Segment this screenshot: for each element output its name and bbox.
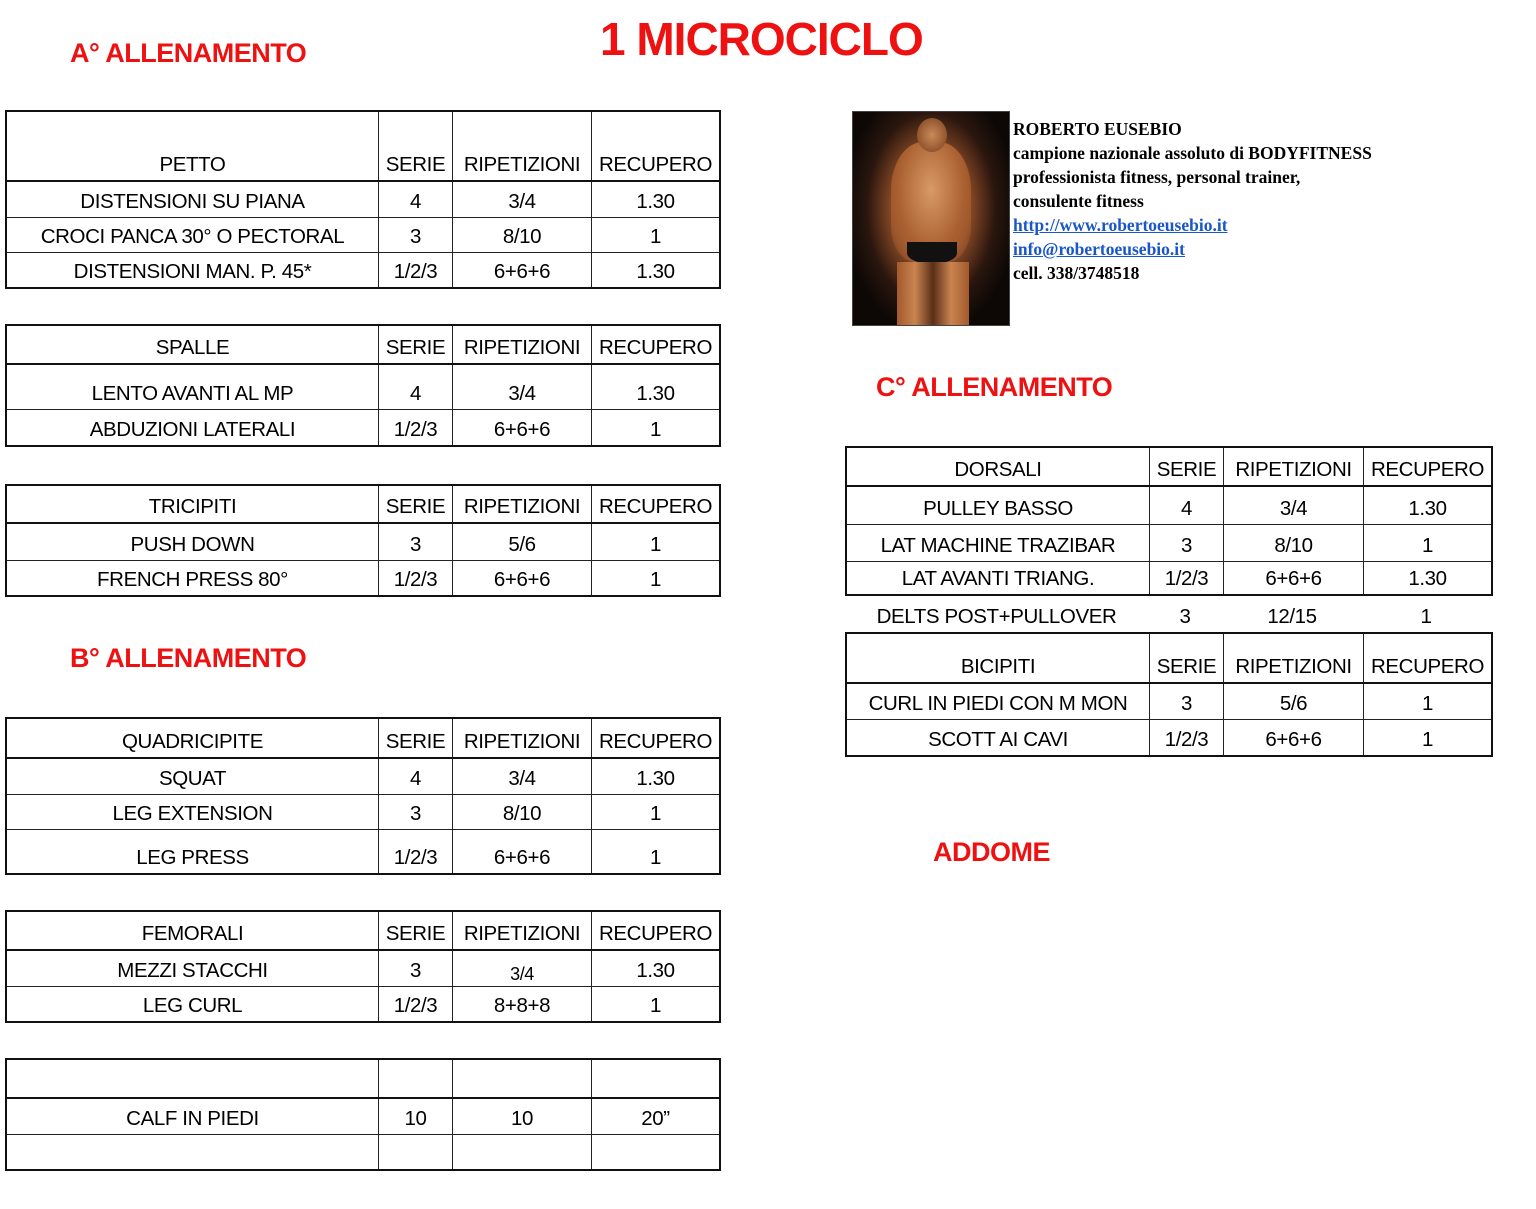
ripetizioni: 5/6: [453, 523, 592, 560]
serie: 1/2/3: [379, 409, 453, 446]
table-row: [6, 794, 720, 829]
group-label: BICIPITI: [846, 633, 1150, 683]
ripetizioni: 3/4: [1224, 486, 1364, 524]
serie: 1/2/3: [379, 986, 453, 1022]
exercise: LAT AVANTI TRIANG.: [846, 561, 1150, 595]
serie: 3: [379, 794, 453, 829]
table-row-borderless: [845, 594, 1490, 632]
section-c-heading: C° ALLENAMENTO: [876, 372, 1113, 402]
serie: 1/2/3: [1150, 719, 1224, 756]
exercise: ABDUZIONI LATERALI: [6, 409, 379, 446]
recupero: 1: [1364, 683, 1493, 719]
table-petto: [5, 110, 721, 289]
exercise: DISTENSIONI SU PIANA: [6, 181, 379, 217]
table-row: [846, 719, 1492, 756]
trainer-role-2: consulente fitness: [1013, 191, 1144, 211]
exercise: LEG PRESS: [6, 829, 379, 874]
section-a-heading: A° ALLENAMENTO: [70, 38, 307, 68]
trainer-title: campione nazionale assoluto di BODYFITNESS: [1013, 143, 1372, 163]
recupero: 1: [592, 986, 721, 1022]
col-serie: SERIE: [1150, 447, 1224, 486]
table-calf: [5, 1058, 721, 1171]
ripetizioni: 12/15: [1267, 605, 1317, 628]
table-spalle: [5, 324, 721, 447]
serie: 4: [379, 364, 453, 409]
recupero: 1: [592, 217, 721, 252]
table-row: [846, 486, 1492, 524]
ripetizioni: 3/4: [453, 364, 592, 409]
ripetizioni: 3/4: [453, 181, 592, 217]
recupero: 1: [1364, 524, 1493, 561]
col-serie: SERIE: [379, 911, 453, 950]
ripetizioni: 8/10: [1224, 524, 1364, 561]
serie: 1/2/3: [379, 560, 453, 596]
col-serie: SERIE: [379, 325, 453, 364]
group-label: PETTO: [6, 111, 379, 181]
ripetizioni: 5/6: [1224, 683, 1364, 719]
serie: 4: [1150, 486, 1224, 524]
exercise: SCOTT AI CAVI: [846, 719, 1150, 756]
website-link[interactable]: http://www.robertoeusebio.it: [1013, 215, 1228, 235]
col-ripetizioni: RIPETIZIONI: [453, 485, 592, 523]
col-recupero: RECUPERO: [592, 325, 721, 364]
col-ripetizioni: RIPETIZIONI: [453, 718, 592, 758]
ripetizioni: 6+6+6: [1224, 719, 1364, 756]
col-ripetizioni: RIPETIZIONI: [453, 911, 592, 950]
group-label: QUADRICIPITE: [6, 718, 379, 758]
table-femorali: [5, 910, 721, 1023]
table-quadricipite: [5, 717, 721, 875]
serie: [379, 1134, 453, 1170]
empty-cell: [453, 1059, 592, 1098]
table-row: [6, 986, 720, 1022]
ripetizioni: 6+6+6: [453, 560, 592, 596]
recupero: 1.30: [1364, 486, 1493, 524]
exercise: LEG EXTENSION: [6, 794, 379, 829]
serie: 1/2/3: [1150, 561, 1224, 595]
col-recupero: RECUPERO: [1364, 447, 1493, 486]
col-serie: SERIE: [379, 111, 453, 181]
table-row: [6, 252, 720, 288]
ripetizioni: 8+8+8: [453, 986, 592, 1022]
ripetizioni: 8/10: [453, 217, 592, 252]
exercise: LEG CURL: [6, 986, 379, 1022]
col-recupero: RECUPERO: [592, 111, 721, 181]
table-tricipiti: [5, 484, 721, 597]
col-serie: SERIE: [379, 485, 453, 523]
serie: 3: [1179, 605, 1191, 628]
exercise: DISTENSIONI MAN. P. 45*: [6, 252, 379, 288]
col-ripetizioni: RIPETIZIONI: [1224, 633, 1364, 683]
table-row: [846, 683, 1492, 719]
ripetizioni: 6+6+6: [453, 829, 592, 874]
col-recupero: RECUPERO: [592, 718, 721, 758]
table-row: [6, 950, 720, 986]
table-bicipiti: [845, 632, 1493, 757]
serie: 1/2/3: [379, 252, 453, 288]
recupero: 1: [592, 560, 721, 596]
ripetizioni: [453, 1134, 592, 1170]
recupero: 1: [592, 523, 721, 560]
ripetizioni: 6+6+6: [1224, 561, 1364, 595]
exercise: SQUAT: [6, 758, 379, 794]
table-row: [6, 217, 720, 252]
table-row: [846, 561, 1492, 595]
exercise: LAT MACHINE TRAZIBAR: [846, 524, 1150, 561]
trainer-name: ROBERTO EUSEBIO: [1013, 119, 1182, 139]
recupero: 1.30: [592, 181, 721, 217]
ripetizioni: 6+6+6: [453, 409, 592, 446]
ripetizioni: 8/10: [453, 794, 592, 829]
recupero: 1: [1420, 605, 1432, 628]
phone-number: cell. 338/3748518: [1013, 263, 1140, 283]
empty-cell: [592, 1059, 721, 1098]
exercise: CALF IN PIEDI: [6, 1098, 379, 1134]
serie: 3: [1150, 524, 1224, 561]
page-title: 1 MICROCICLO: [600, 13, 923, 65]
col-recupero: RECUPERO: [1364, 633, 1493, 683]
serie: 1/2/3: [379, 829, 453, 874]
col-ripetizioni: RIPETIZIONI: [453, 111, 592, 181]
exercise: MEZZI STACCHI: [6, 950, 379, 986]
col-ripetizioni: RIPETIZIONI: [453, 325, 592, 364]
col-serie: SERIE: [1150, 633, 1224, 683]
recupero: 1: [592, 829, 721, 874]
table-row: [6, 758, 720, 794]
table-row: [6, 829, 720, 874]
ripetizioni: 3/4: [453, 950, 592, 986]
exercise: DELTS POST+PULLOVER: [876, 605, 1117, 628]
recupero: 1.30: [592, 364, 721, 409]
table-row: [6, 560, 720, 596]
exercise: PULLEY BASSO: [846, 486, 1150, 524]
group-label: [6, 1059, 379, 1098]
recupero: 1: [592, 794, 721, 829]
exercise: LENTO AVANTI AL MP: [6, 364, 379, 409]
recupero: 1.30: [592, 950, 721, 986]
table-row: [6, 1098, 720, 1134]
col-serie: SERIE: [379, 718, 453, 758]
recupero: 1: [592, 409, 721, 446]
table-row: [6, 523, 720, 560]
ripetizioni: 3/4: [453, 758, 592, 794]
exercise: [6, 1134, 379, 1170]
serie: 3: [379, 217, 453, 252]
section-b-heading: B° ALLENAMENTO: [70, 643, 307, 673]
recupero: 20”: [592, 1098, 721, 1134]
trainer-role: professionista fitness, personal trainer,: [1013, 167, 1301, 187]
empty-cell: [379, 1059, 453, 1098]
recupero: 1.30: [1364, 561, 1493, 595]
serie: 3: [379, 950, 453, 986]
section-addome-heading: ADDOME: [933, 837, 1050, 867]
ripetizioni: 6+6+6: [453, 252, 592, 288]
bodybuilder-photo: [852, 111, 1010, 326]
table-dorsali: [845, 446, 1493, 596]
table-row: [846, 524, 1492, 561]
recupero: 1.30: [592, 252, 721, 288]
exercise: CURL IN PIEDI CON M MON: [846, 683, 1150, 719]
col-ripetizioni: RIPETIZIONI: [1224, 447, 1364, 486]
table-row: [6, 409, 720, 446]
recupero: 1.30: [592, 758, 721, 794]
serie: 4: [379, 758, 453, 794]
recupero: [592, 1134, 721, 1170]
exercise: PUSH DOWN: [6, 523, 379, 560]
serie: 10: [379, 1098, 453, 1134]
group-label: TRICIPITI: [6, 485, 379, 523]
serie: 4: [379, 181, 453, 217]
exercise: CROCI PANCA 30° O PECTORAL: [6, 217, 379, 252]
col-recupero: RECUPERO: [592, 911, 721, 950]
email-link[interactable]: info@robertoeusebio.it: [1013, 239, 1185, 259]
table-row: [6, 364, 720, 409]
recupero: 1: [1364, 719, 1493, 756]
table-row: [6, 181, 720, 217]
col-recupero: RECUPERO: [592, 485, 721, 523]
table-row: [6, 1134, 720, 1170]
group-label: FEMORALI: [6, 911, 379, 950]
serie: 3: [1150, 683, 1224, 719]
group-label: DORSALI: [846, 447, 1150, 486]
group-label: SPALLE: [6, 325, 379, 364]
exercise: FRENCH PRESS 80°: [6, 560, 379, 596]
serie: 3: [379, 523, 453, 560]
ripetizioni: 10: [453, 1098, 592, 1134]
